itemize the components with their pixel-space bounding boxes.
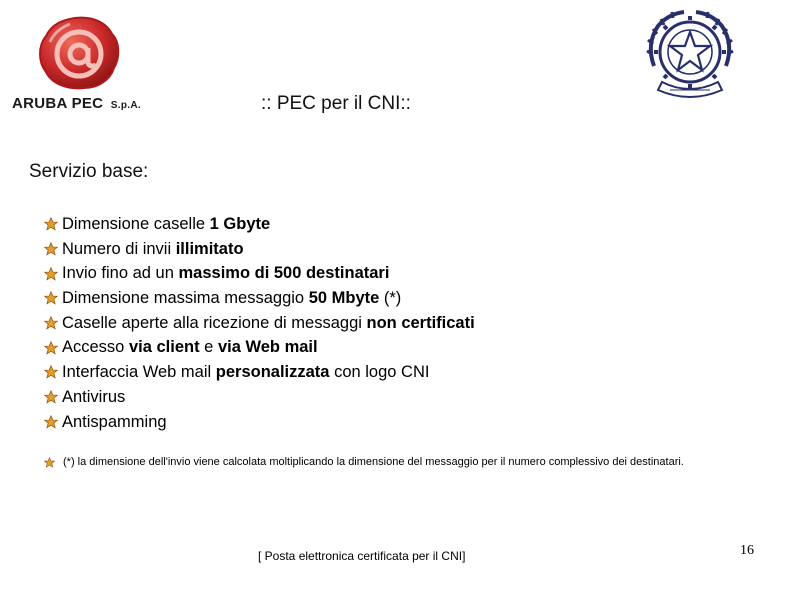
feature-text [62, 261, 389, 286]
footnote-text: (*) la dimensione dell'invio viene calcolata moltiplicando la dimensione del messaggio per il numero complessivo dei destinatari. [63, 456, 684, 468]
feature-text-bold: via Web mail [217, 338, 318, 357]
company-suffix: S.p.A. [110, 100, 141, 111]
feature-text-bold: massimo di 500 destinatari [178, 264, 390, 283]
feature-text-part: (*) [379, 289, 402, 308]
feature-text [62, 385, 125, 410]
company-logo-text [12, 95, 141, 112]
feature-text-bold: personalizzata [215, 363, 330, 382]
feature-text-part: con logo CNI [329, 363, 430, 382]
feature-text [62, 237, 244, 262]
footer-caption: [ Posta elettronica certificata per il CNI] [258, 549, 466, 563]
feature-item [44, 261, 475, 286]
star-bullet-icon [44, 316, 58, 330]
star-bullet-icon [44, 415, 58, 429]
italian-republic-emblem-icon [640, 4, 740, 104]
star-bullet-icon [44, 390, 58, 404]
feature-text [62, 360, 429, 385]
page-number: 16 [740, 543, 754, 558]
feature-item [44, 410, 475, 435]
star-bullet-icon [44, 267, 58, 281]
feature-text-bold: non certificati [366, 313, 475, 332]
feature-item [44, 335, 475, 360]
feature-text-part: Dimensione caselle [62, 215, 210, 233]
feature-list [44, 212, 475, 434]
feature-text [62, 212, 270, 237]
feature-text [62, 335, 318, 360]
star-bullet-icon [44, 457, 55, 468]
feature-text-bold: 50 Mbyte [308, 289, 380, 308]
feature-text-bold: via client [128, 338, 200, 357]
feature-text-bold: illimitato [175, 239, 244, 258]
feature-item [44, 286, 475, 311]
slide-title: :: PEC per il CNI:: [261, 93, 411, 114]
star-bullet-icon [44, 242, 58, 256]
feature-item [44, 212, 475, 237]
feature-text-part: Antivirus [62, 387, 126, 406]
feature-text [62, 410, 167, 435]
feature-text [62, 286, 401, 311]
star-bullet-icon [44, 217, 58, 231]
feature-text-part: Dimensione massima messaggio [62, 289, 309, 308]
feature-item [44, 237, 475, 262]
feature-text-part: e [199, 338, 218, 357]
star-bullet-icon [44, 291, 58, 305]
section-title: Servizio base: [29, 161, 149, 182]
feature-text [62, 311, 475, 336]
feature-item [44, 311, 475, 336]
feature-text-bold: 1 Gbyte [209, 215, 271, 233]
feature-text-part: Numero di invii [62, 239, 176, 258]
company-name: ARUBA PEC [12, 95, 104, 112]
feature-text-part: Caselle aperte alla ricezione di messaggi [62, 313, 367, 332]
feature-item [44, 360, 475, 385]
feature-text-part: Invio fino ad un [62, 264, 179, 283]
feature-text-part: Accesso [62, 338, 129, 357]
star-bullet-icon [44, 341, 58, 355]
footnote [44, 456, 684, 468]
star-bullet-icon [44, 365, 58, 379]
feature-text-part: Antispamming [62, 412, 167, 431]
feature-item [44, 385, 475, 410]
feature-text-part: Interfaccia Web mail [62, 363, 216, 382]
